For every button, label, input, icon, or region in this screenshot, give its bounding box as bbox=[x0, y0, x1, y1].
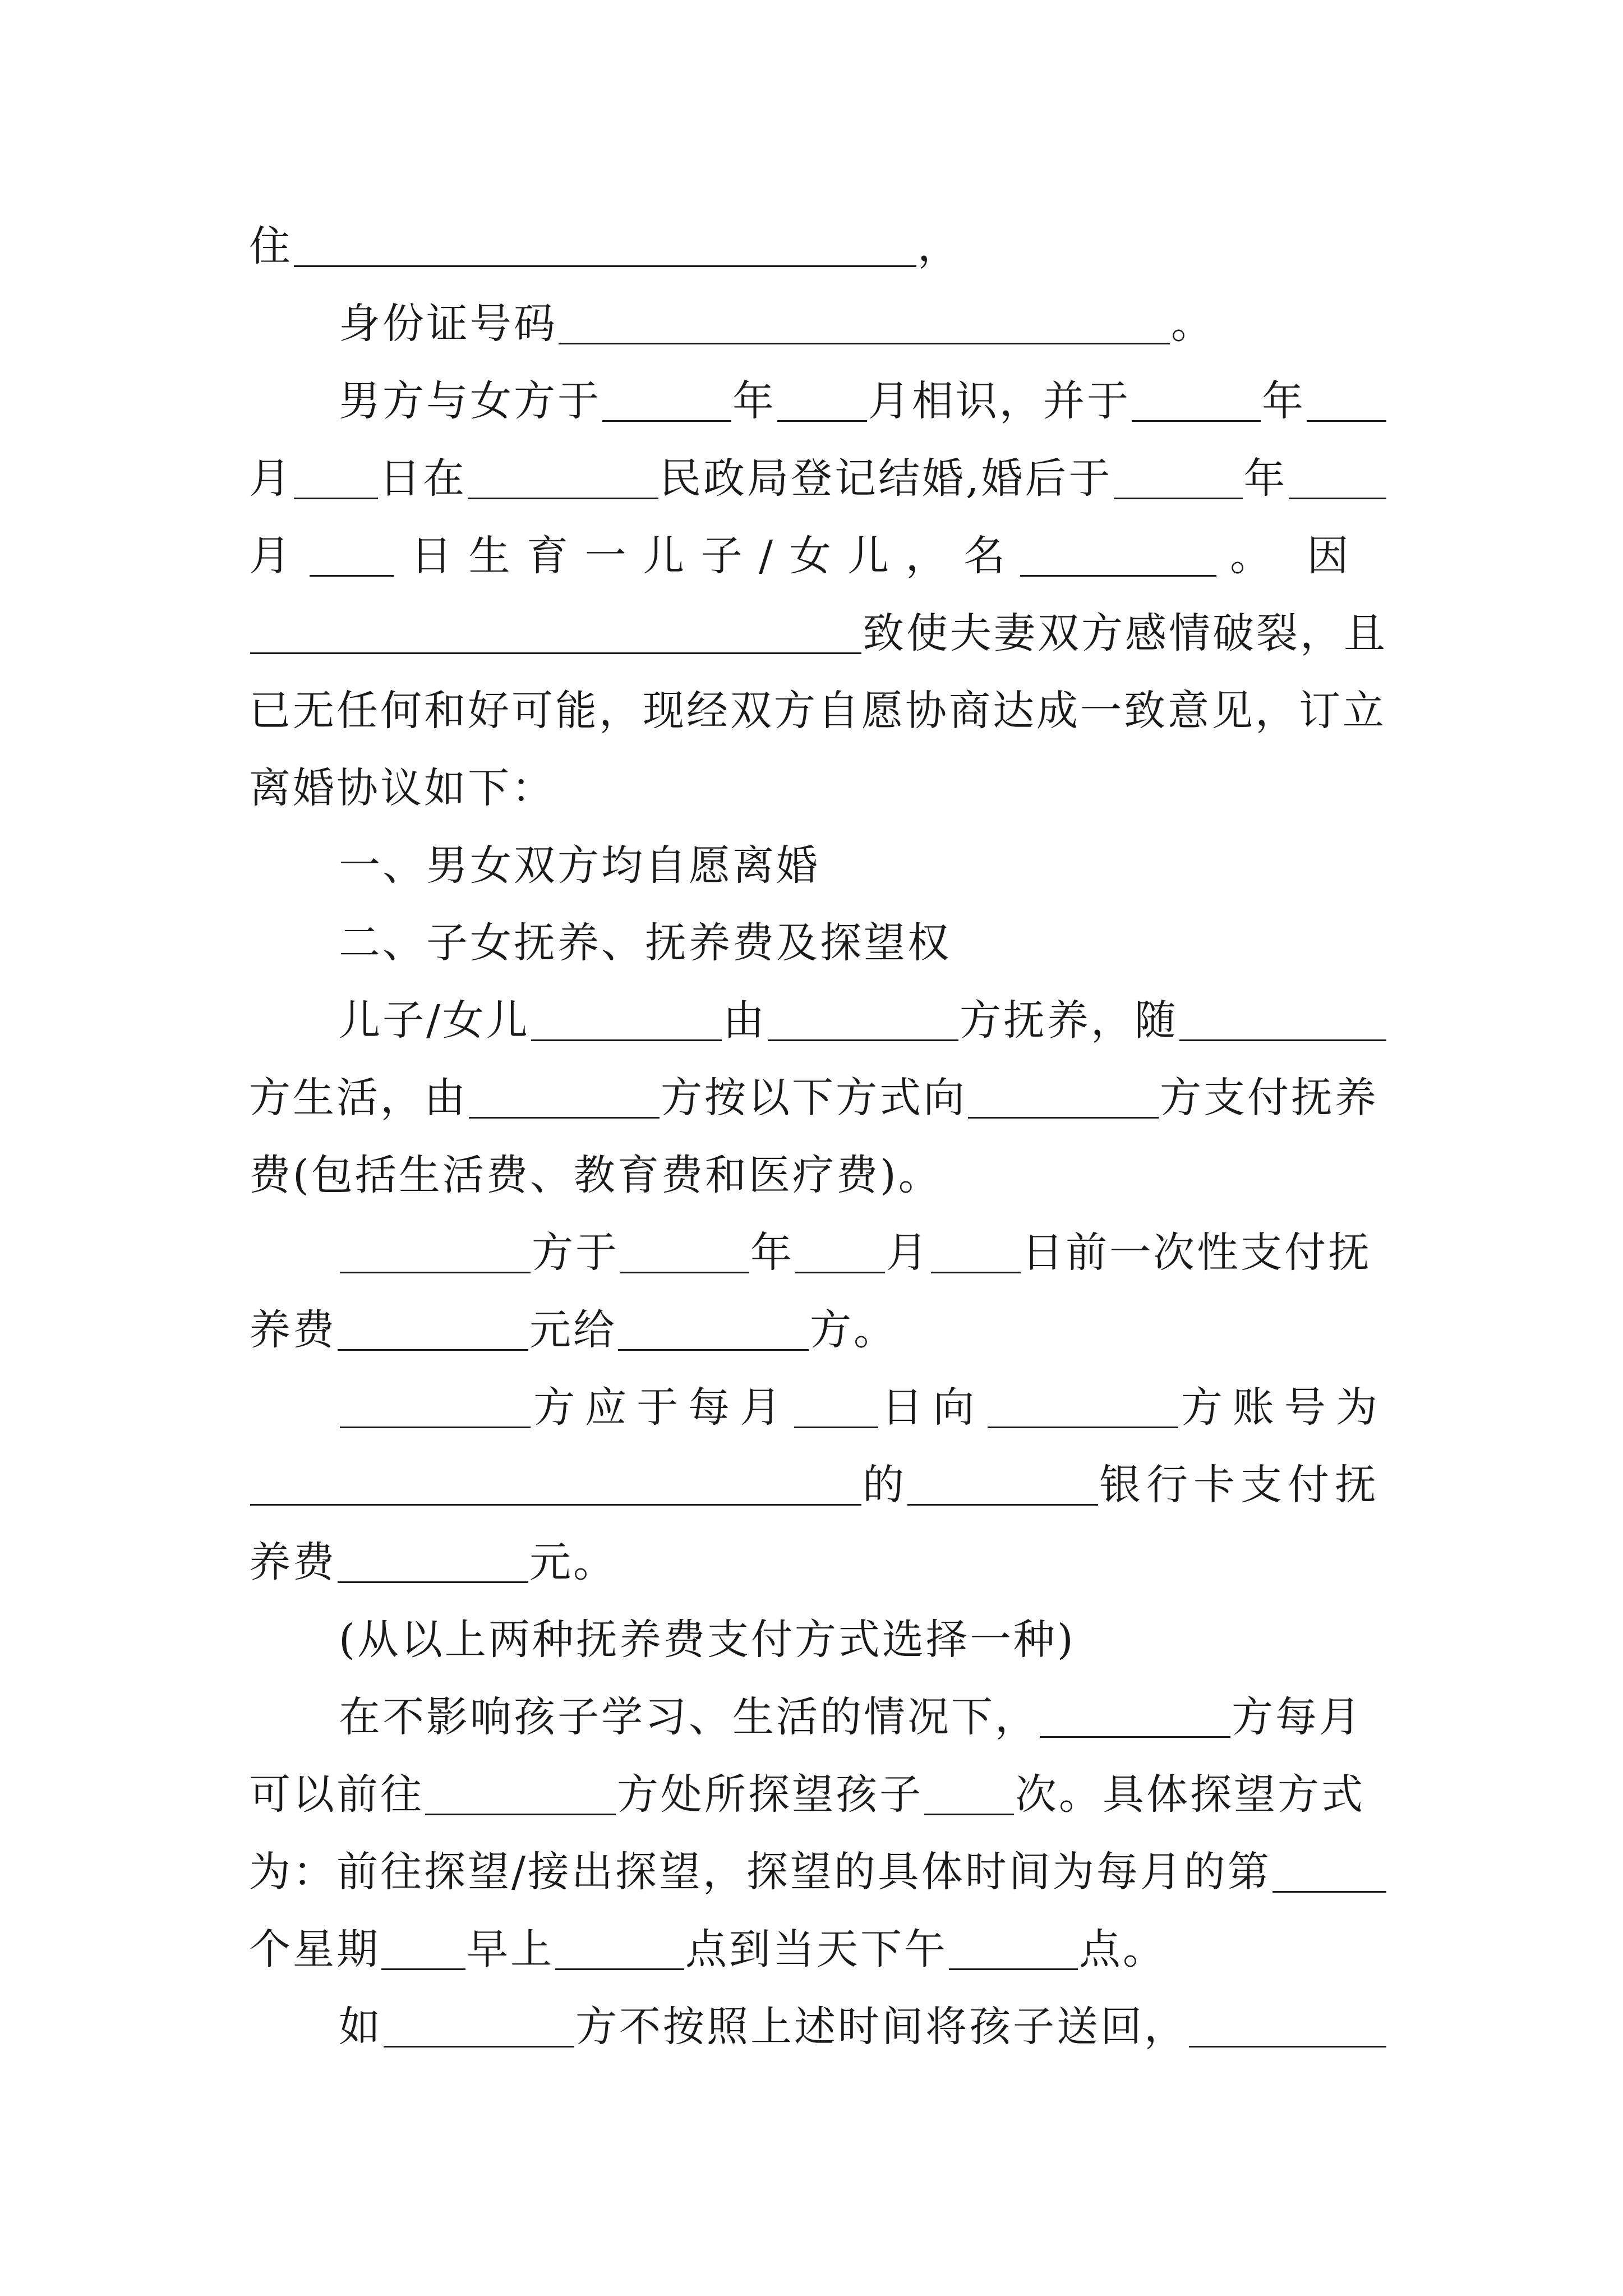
text-segment: 民政局登记结婚,婚后于 bbox=[660, 454, 1113, 503]
text-segment: 方按以下方式向 bbox=[661, 1074, 967, 1122]
text-segment: 身份证号码 bbox=[339, 300, 557, 348]
party-blank[interactable] bbox=[384, 2007, 574, 2047]
text-segment: 由 bbox=[722, 996, 767, 1045]
text-segment: 养费 bbox=[249, 1538, 336, 1586]
weekday-blank[interactable] bbox=[381, 1929, 465, 1970]
paragraph-line bbox=[249, 1901, 1387, 1978]
party-blank[interactable] bbox=[1040, 1697, 1230, 1738]
party-blank[interactable] bbox=[425, 1774, 616, 1815]
day-blank[interactable] bbox=[310, 536, 394, 577]
amount-blank[interactable] bbox=[338, 1310, 528, 1351]
paragraph-line bbox=[249, 1746, 1387, 1823]
text-segment: 月相识，并于 bbox=[868, 377, 1131, 425]
text-segment: 年 bbox=[732, 377, 776, 425]
paragraph-line bbox=[249, 1668, 1387, 1746]
paragraph-line bbox=[249, 739, 1387, 817]
text-segment: (从以上两种抚养费支付方式选择一种) bbox=[339, 1616, 1076, 1664]
text-segment: 的 bbox=[863, 1461, 906, 1509]
year-blank[interactable] bbox=[620, 1232, 749, 1273]
day-blank[interactable] bbox=[931, 1232, 1021, 1273]
text-segment: 方每月 bbox=[1232, 1693, 1363, 1741]
residence-blank[interactable] bbox=[294, 226, 916, 267]
paragraph-line bbox=[249, 430, 1387, 507]
paragraph-line bbox=[249, 1978, 1387, 2055]
end-hour-blank[interactable] bbox=[949, 1929, 1078, 1970]
clause-heading bbox=[249, 817, 1387, 894]
paragraph-line bbox=[249, 1204, 1387, 1281]
text-segment: 点。 bbox=[1079, 1925, 1166, 1973]
text-segment: 月 bbox=[886, 1228, 930, 1277]
bank-blank[interactable] bbox=[907, 1465, 1098, 1506]
party-blank[interactable] bbox=[988, 1387, 1178, 1428]
bureau-blank[interactable] bbox=[468, 458, 658, 499]
paragraph-line bbox=[249, 507, 1387, 585]
text-segment: 可以前往 bbox=[249, 1770, 424, 1819]
paragraph-line bbox=[249, 1823, 1387, 1901]
text-segment: 养费 bbox=[249, 1306, 336, 1354]
month-blank[interactable] bbox=[795, 1232, 885, 1273]
paragraph-line bbox=[249, 1281, 1387, 1359]
paragraph-line bbox=[249, 585, 1387, 662]
text-segment: 元给 bbox=[529, 1306, 617, 1354]
party-blank[interactable] bbox=[1179, 1000, 1386, 1041]
text-segment: 为：前往探望/接出探望，探望的具体时间为每月的第 bbox=[249, 1848, 1271, 1896]
text-segment: 年 bbox=[1262, 377, 1306, 425]
id-number-line bbox=[249, 275, 1387, 352]
text-segment: 次。具体探望方式 bbox=[1015, 1770, 1365, 1819]
text-segment: 在不影响孩子学习、生活的情况下， bbox=[339, 1693, 1039, 1741]
text-segment: 方于 bbox=[532, 1228, 619, 1277]
text-segment: 点到当天下午 bbox=[685, 1925, 948, 1973]
party-blank[interactable] bbox=[340, 1232, 531, 1273]
text-segment: 方支付抚养 bbox=[1160, 1074, 1378, 1122]
reason-blank[interactable] bbox=[250, 613, 861, 654]
text-segment: 月 bbox=[249, 454, 293, 503]
month-blank[interactable] bbox=[777, 381, 867, 422]
text-segment: 已无任何和好可能，现经双方自愿协商达成一致意见，订立 bbox=[249, 687, 1386, 735]
party-blank[interactable] bbox=[968, 1078, 1159, 1119]
party-blank[interactable] bbox=[1189, 2007, 1386, 2047]
text-segment: 月 bbox=[249, 532, 293, 580]
text-segment: 日向 bbox=[881, 1383, 985, 1432]
clause-heading bbox=[249, 894, 1387, 972]
residence-line bbox=[249, 197, 1387, 275]
text-segment: 银行卡支付抚 bbox=[1099, 1461, 1382, 1509]
text-segment: 男方与女方于 bbox=[339, 377, 601, 425]
text-segment: 早上 bbox=[467, 1925, 554, 1973]
text-segment: 方抚养，随 bbox=[959, 996, 1178, 1045]
text-segment: 如 bbox=[339, 2003, 382, 2051]
paragraph-line bbox=[249, 352, 1387, 430]
paragraph-line bbox=[249, 1591, 1387, 1668]
text-segment: 方。 bbox=[810, 1306, 897, 1354]
year-blank[interactable] bbox=[602, 381, 731, 422]
paragraph-line bbox=[249, 662, 1387, 739]
text-segment: 年 bbox=[750, 1228, 794, 1277]
text-segment: 日 生 育 一 儿 子 / 女 儿 ， 名 bbox=[411, 532, 1007, 580]
week-number-blank[interactable] bbox=[1272, 1852, 1386, 1893]
text-segment: 。 bbox=[1171, 300, 1215, 348]
text-segment: 住 bbox=[249, 222, 293, 270]
day-blank[interactable] bbox=[294, 458, 378, 499]
year-blank[interactable] bbox=[1132, 381, 1261, 422]
start-hour-blank[interactable] bbox=[555, 1929, 684, 1970]
amount-blank[interactable] bbox=[338, 1542, 528, 1583]
visit-count-blank[interactable] bbox=[924, 1774, 1014, 1815]
party-blank[interactable] bbox=[618, 1310, 809, 1351]
text-segment: 个星期 bbox=[249, 1925, 380, 1973]
paragraph-line bbox=[249, 1049, 1387, 1126]
text-segment: 儿子/女儿 bbox=[339, 996, 530, 1045]
text-segment: 元。 bbox=[529, 1538, 617, 1586]
child-name-blank[interactable] bbox=[531, 1000, 722, 1041]
text-segment: 日在 bbox=[379, 454, 467, 503]
text-segment: 离婚协议如下： bbox=[249, 764, 555, 812]
paragraph-line bbox=[249, 1513, 1387, 1591]
text-segment: 致使夫妻双方感情破裂，且 bbox=[863, 609, 1387, 657]
text-segment: 方生活，由 bbox=[249, 1074, 468, 1122]
party-blank[interactable] bbox=[768, 1000, 958, 1041]
paragraph-line bbox=[249, 1436, 1387, 1513]
party-blank[interactable] bbox=[469, 1078, 660, 1119]
paragraph-line bbox=[249, 1359, 1387, 1436]
text-segment: 一、男女双方均自愿离婚 bbox=[339, 841, 820, 890]
text-segment: ， bbox=[917, 222, 961, 270]
text-segment: 费(包括生活费、教育费和医疗费)。 bbox=[249, 1151, 942, 1199]
text-segment: 方应于每月 bbox=[533, 1383, 792, 1432]
id-number-blank[interactable] bbox=[559, 303, 1170, 344]
text-segment: 二、子女抚养、抚养费及探望权 bbox=[339, 919, 951, 967]
text-segment: 方处所探望孩子 bbox=[617, 1770, 923, 1819]
account-number-blank[interactable] bbox=[250, 1465, 861, 1506]
text-segment: 方账号为 bbox=[1181, 1383, 1387, 1432]
child-name-blank[interactable] bbox=[1020, 536, 1216, 577]
party-blank[interactable] bbox=[340, 1387, 531, 1428]
paragraph-line bbox=[249, 972, 1387, 1049]
text-segment: 日前一次性支付抚 bbox=[1022, 1228, 1372, 1277]
text-segment: 年 bbox=[1243, 454, 1288, 503]
text-segment: 。 因 bbox=[1230, 532, 1360, 580]
month-blank[interactable] bbox=[1307, 381, 1386, 422]
paragraph-line bbox=[249, 1126, 1387, 1204]
month-blank[interactable] bbox=[1289, 458, 1386, 499]
text-segment: 方不按照上述时间将孩子送回， bbox=[575, 2003, 1188, 2051]
year-blank[interactable] bbox=[1114, 458, 1243, 499]
day-blank[interactable] bbox=[794, 1387, 878, 1428]
